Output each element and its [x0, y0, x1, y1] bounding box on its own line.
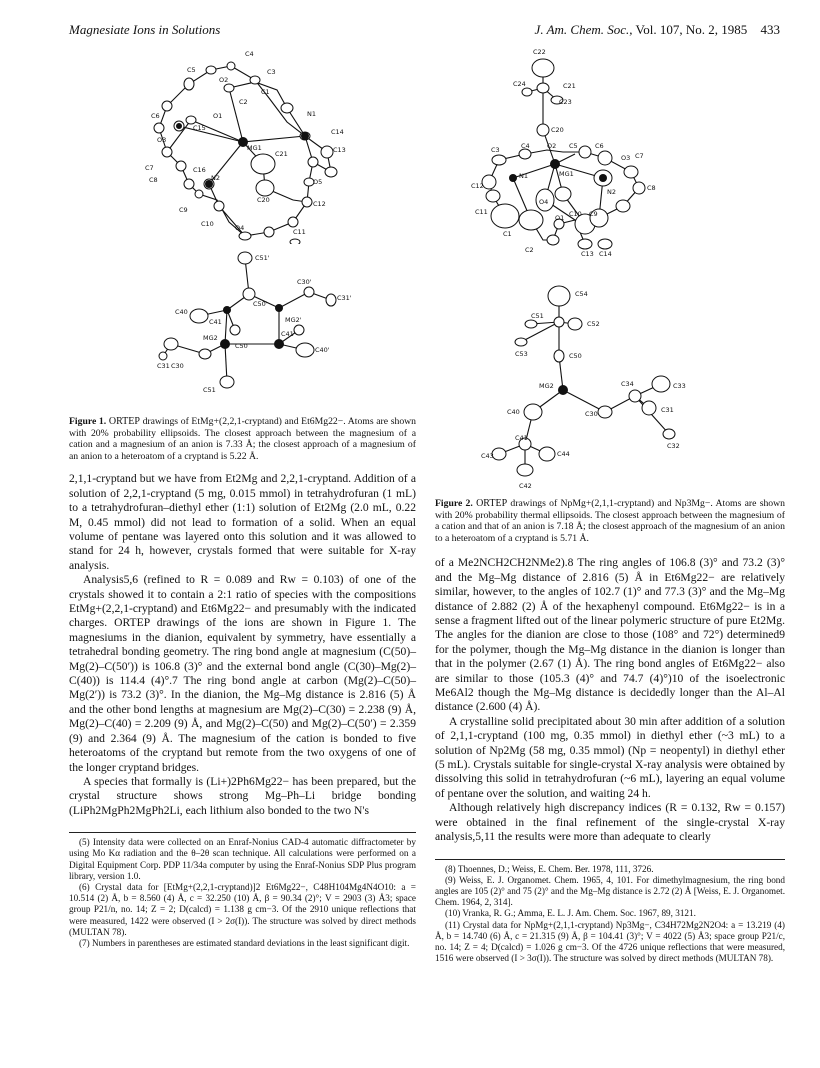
svg-text:C12: C12 — [313, 200, 326, 208]
footnote: (10) Vranka, R. G.; Amma, E. L. J. Am. Chem. Soc. 1967, 89, 3121. — [445, 908, 696, 919]
svg-text:C31': C31' — [337, 294, 352, 302]
paragraph: A crystalline solid precipitated about 30 min after addition of a solution of 2,1,1-cryptand (100 mg, 0.35 mmol) in diethyl ether (~3 mL) to a solution of Np2Mg (58 mg, 0.35 mmol) (Np = neopentyl) in diethyl ether (5 mL). Crystals suitable for single-crystal X-ray analysis were obtained by dissolving this solid in tetrahydrofuran (~6 mL), layering an equal volume of pentane over the solution, and waiting 24 h. — [435, 714, 785, 800]
svg-text:C42: C42 — [519, 482, 532, 490]
left-body-text — [69, 472, 416, 818]
svg-text:C3: C3 — [491, 146, 500, 154]
volume-info: Vol. 107, No. 2, 1985 — [635, 22, 748, 37]
svg-text:C5: C5 — [187, 66, 196, 74]
svg-text:C50: C50 — [569, 352, 582, 360]
svg-text:C50': C50' — [253, 300, 268, 308]
svg-text:C11: C11 — [293, 228, 306, 236]
svg-text:C34: C34 — [621, 380, 634, 388]
svg-text:C10: C10 — [201, 220, 214, 228]
svg-text:C22: C22 — [533, 48, 546, 56]
svg-text:C15: C15 — [193, 124, 206, 132]
svg-text:C21: C21 — [275, 150, 288, 158]
paragraph: Analysis5,6 (refined to R = 0.089 and Rw = 0.103) of one of the crystals showed it to contain a 2:1 ratio of species with the compositions EtMg+(2,2,1-cryptand) and Et6Mg22− and presumably with the indicated charges. ORTEP drawings of the ions are shown in Figure 1. The magnesiums in the dianion, equivalent by symmetry, have essentially a tetrahedral bonding geometry. The ring bond angle at magnesium (C(50)–Mg(2)–C(50′)) is 106.8 (3)° and the external bond angle (C(30)–Mg(2)–C(40)) is 114.4 (4)°.7 The ring bond angle at carbon (Mg(2)–C(50)–Mg(2′)) is 73.2 (3)°. In the dianion, the Mg–Mg distance is 2.816 (5) Å and the other bond lengths at magnesium are Mg(2)–C(30) = 2.238 (9) Å, Mg(2)–C(40) = 2.209 (9) Å, and Mg(2)–C(50) and Mg(2)–C(50′) = 2.359 (9) and 2.364 (9) Å. The magnesium of the cation is bonded to five heteroatoms of the cryptand but remote from the two oxygens of one of the longer cryptand bridges. — [69, 573, 416, 774]
figure-2-cation-drawing — [435, 44, 785, 284]
svg-text:C30: C30 — [585, 410, 598, 418]
right-body-text — [435, 556, 785, 844]
svg-text:MG2': MG2' — [285, 316, 302, 324]
svg-text:MG1: MG1 — [559, 170, 574, 178]
figure-1-caption-text: drawings of EtMg+(2,2,1-cryptand) and Et6Mg22−. Atoms are shown with 20% probability ellipsoids. The closest approach between the magnesium of a cation and a magnesium of an anion is 7.33 Å; the closest approach of a magnesium of an anion to a heteroatom of a cryptand is 5.22 Å. — [69, 416, 417, 462]
footnote: (9) Weiss, E. J. Organomet. Chem. 1965, 4, 101. For dimethylmagnesium, the ring bond angles are 105 (2)° and 75 (2)° and the Mg–Mg distance is 2.72 (2) Å [Weiss, E. J. Organomet. Chem. 1964, 2, 314]. — [435, 874, 785, 908]
svg-text:C53: C53 — [515, 350, 528, 358]
svg-text:C10: C10 — [569, 210, 582, 218]
figure-1 — [69, 44, 416, 462]
svg-text:O1: O1 — [555, 214, 565, 222]
svg-text:C31: C31 — [661, 406, 674, 414]
svg-text:C43: C43 — [481, 452, 494, 460]
footnote: (7) Numbers in parentheses are estimated standard deviations in the least significant digit. — [79, 937, 410, 948]
figure-2-label: Figure 2. — [435, 498, 473, 509]
svg-text:C51': C51' — [255, 254, 270, 262]
svg-text:C16: C16 — [193, 166, 206, 174]
svg-text:C1: C1 — [503, 230, 512, 238]
svg-text:C44: C44 — [557, 450, 570, 458]
journal-name: J. Am. Chem. Soc., — [534, 22, 633, 37]
svg-text:C30: C30 — [171, 362, 184, 370]
svg-text:C33: C33 — [673, 382, 686, 390]
svg-text:MG1: MG1 — [247, 144, 262, 152]
svg-text:C2: C2 — [525, 246, 534, 254]
footnote-rule — [69, 832, 416, 833]
figure-1-label: Figure 1. — [69, 416, 107, 427]
figure-2 — [435, 44, 785, 544]
right-footnotes — [435, 864, 785, 965]
svg-text:C24: C24 — [513, 80, 526, 88]
svg-text:O3: O3 — [157, 136, 167, 144]
svg-text:C5: C5 — [569, 142, 578, 150]
svg-text:MG2: MG2 — [203, 334, 218, 342]
footnote-rule — [435, 859, 785, 860]
footnote: (11) Crystal data for NpMg+(2,1,1-cryptand) Np3Mg−, C34H72Mg2N2O4: a = 13.219 (4) Å, b = 14.740 (6) Å, c = 21.315 (9) Å, β = 104.41 (3)°; V = 4022 (5) Å3; space group P21/c, no. 14; Z = 4; D(calcd) = 1.026 g cm−3. Of the 4726 unique reflections that were measured, 1516 were observed (I > 3σ(I)). The structure was solved by direct methods (MULTAN 78). — [435, 919, 785, 964]
svg-text:C3: C3 — [267, 68, 276, 76]
svg-text:N2: N2 — [211, 174, 220, 182]
svg-text:O5: O5 — [313, 178, 323, 186]
svg-text:C14: C14 — [331, 128, 344, 136]
svg-text:C8: C8 — [647, 184, 656, 192]
right-column — [435, 44, 785, 964]
svg-text:MG2: MG2 — [539, 382, 554, 390]
paragraph: Although relatively high discrepancy indices (R = 0.132, Rw = 0.157) were obtained in the final refinement of the single-crystal X-ray analysis,5,11 the results were more than adequate to clearly — [435, 801, 785, 844]
svg-text:O2: O2 — [219, 76, 229, 84]
svg-text:C13: C13 — [333, 146, 346, 154]
footnote: (6) Crystal data for [EtMg+(2,2,1-cryptand)]2 Et6Mg22−, C48H104Mg4N4O10: a = 10.514 (2) Å, b = 8.560 (4) Å, c = 32.250 (10) Å, β = 90.34 (2)°; V = 2903 (3) Å3; space group P21/n, no. 14; Z = 2; D(calcd) = 1.138 g cm−3. Of the 2910 unique reflections that were measured, 1422 were observed (I > 2σ(I)). The structure was solved by direct methods (MULTAN 78). — [69, 881, 416, 937]
svg-text:C6: C6 — [595, 142, 604, 150]
svg-text:C51: C51 — [531, 312, 544, 320]
svg-text:C13: C13 — [581, 250, 594, 258]
svg-text:C52: C52 — [587, 320, 600, 328]
svg-text:C54: C54 — [575, 290, 588, 298]
svg-text:C23: C23 — [559, 98, 572, 106]
figure-1-caption: Figure 1. ORTEP drawings of EtMg+(2,2,1-cryptand) and Et6Mg22−. Atoms are shown with 20% probability ellipsoids. The closest approach between the magnesium of a cation and a magnesium of an anion is 7.33 Å; the closest approach of a magnesium of an anion to a heteroatom of a cryptand is 5.22 Å. — [69, 416, 417, 462]
paragraph: A species that formally is (Li+)2Ph6Mg22− has been prepared, but the crystal structure shows strong Mg–Ph–Li bridge bonding (LiPh2MgPh2MgPh2Li, each lithium also bonded to the two N's — [69, 774, 416, 817]
figure-2-caption: Figure 2. ORTEP drawings of NpMg+(2,1,1-cryptand) and Np3Mg−. Atoms are shown with 20% probability thermal ellipsoids. The closest approach between the magnesium of a cation and that of an anion is 7.18 Å; the closest approach of the magnesium of an anion to a heteroatom of a cryptand is 5.71 Å. — [435, 498, 785, 544]
svg-text:C30': C30' — [297, 278, 312, 286]
svg-text:O4: O4 — [539, 198, 549, 206]
left-footnotes — [69, 837, 416, 949]
svg-text:C20: C20 — [551, 126, 564, 134]
svg-text:C7: C7 — [635, 152, 644, 160]
left-column — [69, 44, 416, 949]
svg-text:C41: C41 — [515, 434, 528, 442]
svg-text:C7: C7 — [145, 164, 154, 172]
page-number: 433 — [760, 22, 780, 37]
svg-text:C2: C2 — [239, 98, 248, 106]
svg-text:C4: C4 — [245, 50, 254, 58]
running-title: Magnesiate Ions in Solutions — [69, 22, 221, 37]
svg-text:O1: O1 — [213, 112, 223, 120]
svg-text:C40: C40 — [507, 408, 520, 416]
svg-text:O2: O2 — [547, 142, 557, 150]
svg-text:O3: O3 — [621, 154, 631, 162]
svg-text:C40: C40 — [175, 308, 188, 316]
figure-2-anion-drawing — [435, 284, 785, 494]
figure-2-caption-text: drawings of NpMg+(2,1,1-cryptand) and Np3Mg−. Atoms are shown with 20% probability thermal ellipsoids. The closest approach between the magnesium of a cation and that of an anion is 7.18 Å; the closest approach of the magnesium of an anion to a heteroatom of a cryptand is 5.71 Å. — [435, 498, 785, 544]
svg-text:C11: C11 — [475, 208, 488, 216]
svg-text:C14: C14 — [599, 250, 612, 258]
svg-text:C9: C9 — [179, 206, 188, 214]
svg-text:N1: N1 — [519, 172, 528, 180]
paragraph: 2,1,1-cryptand but we have from Et2Mg and 2,2,1-cryptand. Addition of a solution of 2,2,1-cryptand (5 mg, 0.015 mmol) in tetrahydrofuran (1 mL) to a tetrahydrofuran–diethyl ether (1:1) solution of Et2Mg (2.0 mL, 0.22 M, 0.45 mmol) did not lead to formation of a solid. When an equal volume of pentane was layered onto this solution and it was allowed to stand for 24 h, however, crystals formed that were suitable for X-ray analysis. — [69, 472, 416, 572]
svg-text:C40': C40' — [315, 346, 330, 354]
svg-text:C21: C21 — [563, 82, 576, 90]
svg-text:C50: C50 — [235, 342, 248, 350]
svg-text:C20: C20 — [257, 196, 270, 204]
svg-text:C41: C41 — [209, 318, 222, 326]
footnote: (5) Intensity data were collected on an Enraf-Nonius CAD-4 automatic diffractometer by using Mo Kα radiation and the θ–2θ scan technique. All calculations were performed on a Digital Equipment Corp. PDP 11/34a computer by using the Enraf-Nonius SDP Plus program library, version 1.0. — [69, 837, 416, 881]
svg-text:N2: N2 — [607, 188, 616, 196]
running-header-right — [535, 22, 780, 38]
svg-text:C6: C6 — [151, 112, 160, 120]
figure-1-cation-drawing — [69, 44, 416, 244]
footnote: (8) Thoennes, D.; Weiss, E. Chem. Ber. 1978, 111, 3726. — [445, 863, 654, 874]
svg-text:C8: C8 — [149, 176, 158, 184]
svg-text:C32: C32 — [667, 442, 680, 450]
svg-text:C4: C4 — [521, 142, 530, 150]
svg-text:C1: C1 — [261, 88, 270, 96]
svg-text:N1: N1 — [307, 110, 316, 118]
paragraph: of a Me2NCH2CH2NMe2).8 The ring angles of 106.8 (3)° and 73.2 (3)° and the Mg–Mg distance of 2.816 (5) Å in Et6Mg22− are relatively similar, however, to the angles of 102.7 (1)° and 77.3 (3)° and the Mg–Mg distance of 2.882 (2) Å of the hexaphenyl compound. Et6Mg22− is in a sense a fragment lifted out of the linear polymeric structure of pure Et2Mg. The angles for the dianion are close to those (108° and 72°) determined9 for the polymer, though the Mg–Mg distance in the dianion is longer than that in the polymer (2.67 (1) Å). The ring bond angles of Et6Mg22− also are similar to those (105.3 (4)° and 74.7 (4)°)10 of the isoelectronic Me6Al2 though the Mg–Mg distance is decidedly longer than the Al–Al distance (2.600 (4) Å). — [435, 556, 785, 714]
svg-text:C51: C51 — [203, 386, 216, 394]
svg-text:C41': C41' — [281, 330, 296, 338]
svg-text:O4: O4 — [235, 224, 245, 232]
figure-1-anion-drawing — [69, 244, 416, 414]
svg-text:C12: C12 — [471, 182, 484, 190]
svg-text:C9: C9 — [589, 210, 598, 218]
svg-text:C31: C31 — [157, 362, 170, 370]
